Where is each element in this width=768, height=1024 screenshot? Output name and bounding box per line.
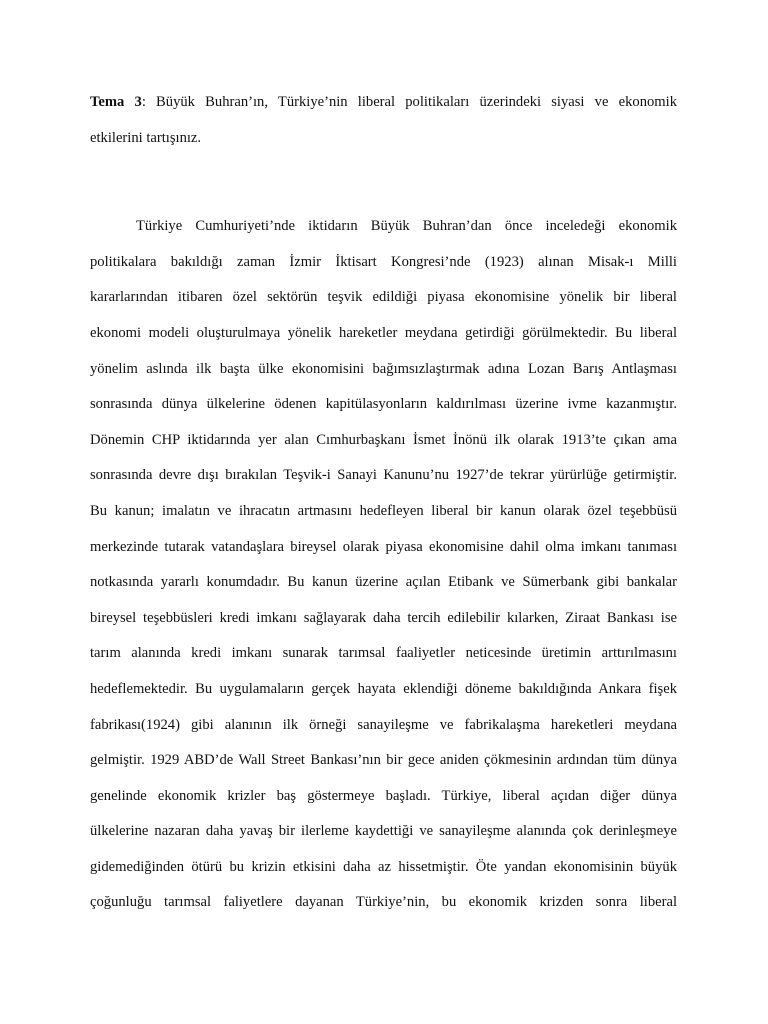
- assignment-heading: [90, 85, 677, 156]
- body-line: Dönemin CHP iktidarında yer alan Cımhurbaşkanı İsmet İnönü ilk olarak 1913’te çıkan ama: [90, 431, 677, 448]
- body-line: fabrikası(1924) gibi alanının ilk örneği sanayileşme ve fabrikalaşma hareketleri meydana: [90, 716, 677, 733]
- body-line: genelinde ekonomik krizler baş göstermeye başladı. Türkiye, liberal açıdan diğer dünya: [90, 787, 677, 804]
- body-line: sonrasında dünya ülkelerine ödenen kapitülasyonların kaldırılması üzerine ivme kazanmıştır.: [90, 396, 677, 413]
- tema-label: Tema 3: [90, 94, 142, 110]
- body-line: ekonomi modeli oluşturulmaya yönelik hareketler meydana getirdiği görülmektedir. Bu liberal: [90, 324, 677, 341]
- body-line: notkasında yararlı konumdadır. Bu kanun üzerine açılan Etibank ve Sümerbank gibi bankalar: [90, 574, 677, 591]
- body-paragraph: [90, 209, 677, 921]
- body-line: sonrasında devre dışı bırakılan Teşvik-i Sanayi Kanunu’nu 1927’de tekrar yürürlüğe getirmiştir.: [90, 467, 677, 484]
- heading-line-1: [90, 85, 677, 121]
- heading-text-line-1: : Büyük Buhran’ın, Türkiye’nin liberal politikaları üzerindeki siyasi ve ekonomik: [141, 94, 677, 110]
- body-line: ülkelerine nazaran daha yavaş bir ilerleme kaydettiği ve sanayileşme alanında çok derinleşmeye: [90, 823, 677, 840]
- body-line: Türkiye Cumhuriyeti’nde iktidarın Büyük Buhran’dan önce inceledeği ekonomik: [136, 218, 677, 235]
- body-line: çoğunluğu tarımsal faliyetlere dayanan Türkiye’nin, bu ekonomik krizden sonra liberal: [90, 894, 677, 911]
- body-line: Bu kanun; imalatın ve ihracatın artmasını hedefleyen liberal bir kanun olarak özel teşebbüsü: [90, 502, 677, 519]
- heading-line-2: etkilerini tartışınız.: [90, 129, 202, 146]
- body-line: merkezinde tutarak vatandaşlara bireysel olarak piyasa ekonomisine dahil olma imkanı tanıması: [90, 538, 677, 555]
- document-page: [90, 85, 677, 921]
- body-line: gelmiştir. 1929 ABD’de Wall Street Bankası’nın bir gece aniden çökmesinin ardından tüm dünya: [90, 752, 677, 769]
- body-line: yönelim aslında ilk başta ülke ekonomisini bağımsızlaştırmak adına Lozan Barış Antlaşması: [90, 360, 677, 377]
- body-line: hedeflemektedir. Bu uygulamaların gerçek hayata eklendiği döneme bakıldığında Ankara fişek: [90, 680, 677, 697]
- body-line: gidemediğinden ötürü bu krizin etkisini daha az hissetmiştir. Öte yandan ekonomisinin büyük: [90, 858, 677, 875]
- body-line: bireysel teşebbüsleri kredi imkanı sağlayarak daha tercih edilebilir kılarken, Ziraat Bankası ise: [90, 609, 677, 626]
- body-line: tarım alanında kredi imkanı sunarak tarımsal faaliyetler neticesinde üretimin arttırılmasını: [90, 645, 677, 662]
- body-line: politikalara bakıldığı zaman İzmir İktisart Kongresi’nde (1923) alınan Misak-ı Milli: [90, 253, 677, 270]
- body-line: kararlarından itibaren özel sektörün teşvik edildiği piyasa ekonomisine yönelik bir liberal: [90, 289, 677, 306]
